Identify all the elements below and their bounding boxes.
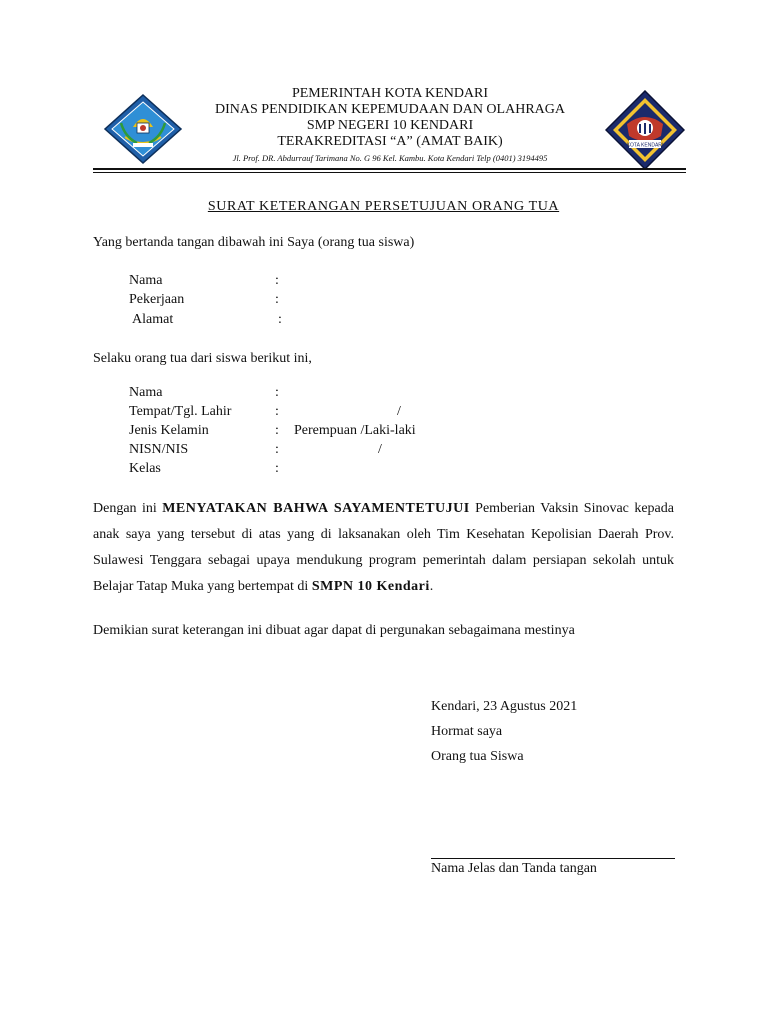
student-nisn-label: NISN/NIS	[129, 442, 189, 457]
statement-part-2: Pemberian Vaksin Sinovac kepada anak saya yang tersebut di atas yang di laksanakan oleh Tim Kesehatan Kepolisian Daerah Prov. Sulawesi Tenggara sebagai upaya mendukung program pemerintah dalam persiapan sekolah untuk Belajar Tatap Muka yang bertempat di	[93, 501, 674, 594]
signature-role: Orang tua Siswa	[431, 749, 524, 764]
parent-name-colon: :	[275, 273, 279, 288]
student-nisn-value: /	[378, 442, 382, 457]
parent-occupation-label: Pekerjaan	[129, 292, 185, 307]
student-name-label: Nama	[129, 385, 163, 400]
statement-paragraph	[93, 496, 674, 600]
parent-address-label: Alamat	[132, 312, 174, 327]
statement-part-3: .	[429, 579, 434, 594]
letterhead-rule-thick	[93, 168, 686, 170]
student-birth-value: /	[397, 404, 401, 419]
city-emblem-logo	[103, 93, 183, 165]
letterhead	[190, 86, 590, 165]
student-class-label: Kelas	[129, 461, 161, 476]
signature-name-caption: Nama Jelas dan Tanda tangan	[431, 861, 597, 876]
student-gender-colon: :	[275, 423, 279, 438]
statement-bold-school: SMPN 10 Kendari	[311, 579, 430, 594]
letterhead-government: PEMERINTAH KOTA KENDARI	[291, 86, 489, 101]
student-nisn-colon: :	[275, 442, 279, 457]
student-birth-label: Tempat/Tgl. Lahir	[129, 404, 232, 419]
parent-occupation-colon: :	[275, 292, 279, 307]
school-emblem-logo	[605, 90, 685, 170]
student-gender-label: Jenis Kelamin	[129, 423, 209, 438]
parent-name-label: Nama	[129, 273, 163, 288]
signature-regards: Hormat saya	[431, 724, 503, 739]
letterhead-address: Jl. Prof. DR. Abdurrauf Tarimana No. G 96 Kel. Kambu. Kota Kendari Telp (0401) 3194495	[232, 153, 548, 163]
statement-bold-consent: MENYATAKAN BAHWA SAYAMENTETUJUI	[162, 501, 470, 516]
closing-text: Demikian surat keterangan ini dibuat agar dapat di pergunakan sebagaimana mestinya	[93, 623, 575, 638]
student-class-colon: :	[275, 461, 279, 476]
student-gender-value: Perempuan /Laki-laki	[294, 423, 416, 438]
school-emblem-text: KOTA KENDARI	[626, 142, 664, 149]
student-birth-colon: :	[275, 404, 279, 419]
letterhead-accreditation: TERAKREDITASI “A” (AMAT BAIK)	[277, 134, 503, 149]
letter-title: SURAT KETERANGAN PERSETUJUAN ORANG TUA	[207, 199, 560, 214]
student-intro-text: Selaku orang tua dari siswa berikut ini,	[93, 351, 312, 366]
signature-place-date: Kendari, 23 Agustus 2021	[431, 699, 578, 714]
letterhead-school: SMP NEGERI 10 KENDARI	[306, 118, 474, 133]
intro-text: Yang bertanda tangan dibawah ini Saya (orang tua siswa)	[93, 235, 415, 250]
letterhead-department: DINAS PENDIDIKAN KEPEMUDAAN DAN OLAHRAGA	[215, 102, 565, 117]
statement-part-1: Dengan ini	[93, 501, 163, 516]
signature-line	[431, 858, 675, 859]
parent-address-colon: :	[278, 312, 282, 327]
student-name-colon: :	[275, 385, 279, 400]
letterhead-rule-thin	[93, 172, 686, 173]
